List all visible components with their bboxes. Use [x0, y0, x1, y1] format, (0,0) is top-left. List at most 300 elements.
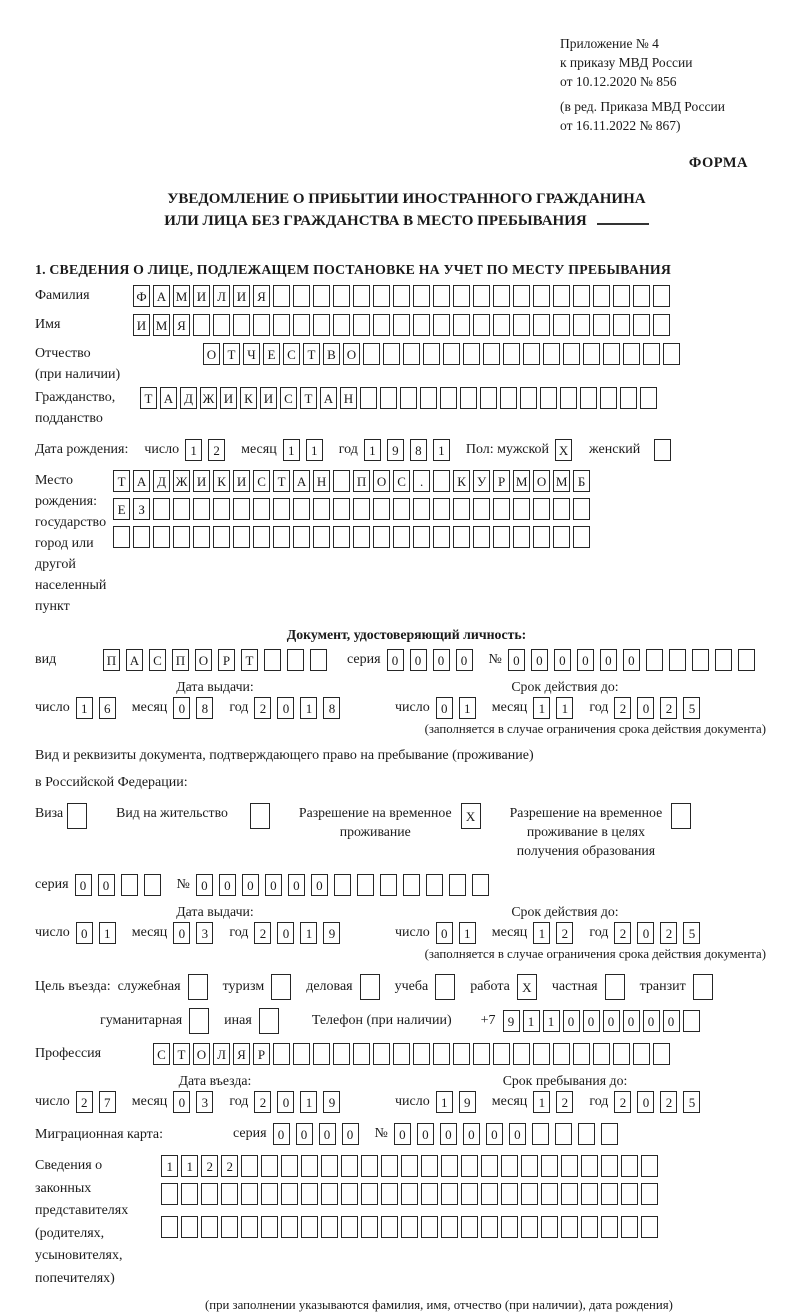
- char-box[interactable]: 0: [76, 922, 93, 944]
- birth-place-line3[interactable]: [113, 526, 593, 548]
- sex-male-checkbox[interactable]: [555, 439, 575, 461]
- stay-year-boxes[interactable]: [614, 1091, 706, 1113]
- char-box[interactable]: Р: [493, 470, 510, 492]
- temp-residence-permit-checkbox[interactable]: [461, 803, 484, 829]
- char-box[interactable]: А: [160, 387, 177, 409]
- char-box[interactable]: [281, 1216, 298, 1238]
- char-box[interactable]: [113, 526, 130, 548]
- char-box[interactable]: [420, 387, 437, 409]
- char-box[interactable]: [620, 387, 637, 409]
- char-box[interactable]: [581, 1216, 598, 1238]
- char-box[interactable]: [580, 387, 597, 409]
- entry-month-boxes[interactable]: [173, 1091, 219, 1113]
- char-box[interactable]: [221, 1216, 238, 1238]
- char-box[interactable]: [261, 1183, 278, 1205]
- char-box[interactable]: 0: [387, 649, 404, 671]
- char-box[interactable]: [301, 1216, 318, 1238]
- char-box[interactable]: [561, 1216, 578, 1238]
- char-box[interactable]: 0: [509, 1123, 526, 1145]
- valid-month-boxes[interactable]: [533, 697, 579, 719]
- char-box[interactable]: [144, 874, 161, 896]
- char-box[interactable]: [241, 1183, 258, 1205]
- char-box[interactable]: [553, 314, 570, 336]
- char-box[interactable]: [121, 874, 138, 896]
- char-box[interactable]: [413, 526, 430, 548]
- char-box[interactable]: [173, 526, 190, 548]
- char-box[interactable]: 3: [196, 1091, 213, 1113]
- char-box[interactable]: [654, 439, 671, 461]
- char-box[interactable]: [493, 285, 510, 307]
- char-box[interactable]: [301, 1155, 318, 1177]
- char-box[interactable]: 0: [456, 649, 473, 671]
- char-box[interactable]: [481, 1183, 498, 1205]
- char-box[interactable]: 0: [288, 874, 305, 896]
- char-box[interactable]: 5: [683, 697, 700, 719]
- legal-rep-line3[interactable]: [161, 1216, 661, 1238]
- char-box[interactable]: [533, 285, 550, 307]
- char-box[interactable]: [561, 1183, 578, 1205]
- char-box[interactable]: Т: [241, 649, 258, 671]
- char-box[interactable]: [603, 343, 620, 365]
- purpose-private-checkbox[interactable]: [605, 974, 628, 1000]
- char-box[interactable]: [433, 498, 450, 520]
- issue-year-boxes[interactable]: [254, 697, 346, 719]
- char-box[interactable]: [403, 874, 420, 896]
- char-box[interactable]: [560, 387, 577, 409]
- citizenship-boxes[interactable]: [140, 387, 660, 409]
- char-box[interactable]: 0: [75, 874, 92, 896]
- char-box[interactable]: [161, 1216, 178, 1238]
- issue-month-boxes[interactable]: [173, 697, 219, 719]
- doc-kind-boxes[interactable]: [103, 649, 333, 671]
- char-box[interactable]: 0: [563, 1010, 580, 1032]
- char-box[interactable]: [533, 314, 550, 336]
- char-box[interactable]: Е: [263, 343, 280, 365]
- purpose-study-checkbox[interactable]: [435, 974, 458, 1000]
- char-box[interactable]: [401, 1183, 418, 1205]
- char-box[interactable]: [493, 1043, 510, 1065]
- char-box[interactable]: [241, 1155, 258, 1177]
- res-issue-day-boxes[interactable]: [76, 922, 122, 944]
- char-box[interactable]: 9: [503, 1010, 520, 1032]
- purpose-humanitarian-checkbox[interactable]: [189, 1008, 212, 1034]
- char-box[interactable]: [273, 285, 290, 307]
- char-box[interactable]: [361, 1183, 378, 1205]
- char-box[interactable]: 0: [98, 874, 115, 896]
- char-box[interactable]: [473, 314, 490, 336]
- char-box[interactable]: [393, 498, 410, 520]
- char-box[interactable]: [493, 498, 510, 520]
- char-box[interactable]: [373, 498, 390, 520]
- char-box[interactable]: [513, 314, 530, 336]
- char-box[interactable]: Р: [253, 1043, 270, 1065]
- char-box[interactable]: Я: [253, 285, 270, 307]
- char-box[interactable]: [671, 803, 691, 829]
- doc-number-boxes[interactable]: [508, 649, 761, 671]
- char-box[interactable]: [541, 1183, 558, 1205]
- char-box[interactable]: [273, 526, 290, 548]
- char-box[interactable]: Я: [233, 1043, 250, 1065]
- char-box[interactable]: [613, 314, 630, 336]
- char-box[interactable]: [541, 1216, 558, 1238]
- char-box[interactable]: 8: [323, 697, 340, 719]
- char-box[interactable]: [426, 874, 443, 896]
- char-box[interactable]: 0: [577, 649, 594, 671]
- char-box[interactable]: 1: [161, 1155, 178, 1177]
- char-box[interactable]: 0: [463, 1123, 480, 1145]
- issue-day-boxes[interactable]: [76, 697, 122, 719]
- char-box[interactable]: [201, 1216, 218, 1238]
- char-box[interactable]: 0: [637, 697, 654, 719]
- char-box[interactable]: Л: [213, 285, 230, 307]
- char-box[interactable]: [715, 649, 732, 671]
- char-box[interactable]: [633, 285, 650, 307]
- char-box[interactable]: [453, 526, 470, 548]
- char-box[interactable]: [433, 285, 450, 307]
- char-box[interactable]: [453, 1043, 470, 1065]
- char-box[interactable]: [738, 649, 755, 671]
- char-box[interactable]: Д: [153, 470, 170, 492]
- char-box[interactable]: 0: [394, 1123, 411, 1145]
- char-box[interactable]: [532, 1123, 549, 1145]
- char-box[interactable]: [310, 649, 327, 671]
- char-box[interactable]: 0: [173, 922, 190, 944]
- char-box[interactable]: 1: [533, 922, 550, 944]
- char-box[interactable]: [533, 1043, 550, 1065]
- char-box[interactable]: [483, 343, 500, 365]
- char-box[interactable]: [321, 1216, 338, 1238]
- char-box[interactable]: 0: [173, 697, 190, 719]
- char-box[interactable]: В: [323, 343, 340, 365]
- char-box[interactable]: [563, 343, 580, 365]
- char-box[interactable]: [501, 1216, 518, 1238]
- char-box[interactable]: Я: [173, 314, 190, 336]
- char-box[interactable]: [353, 498, 370, 520]
- char-box[interactable]: [333, 285, 350, 307]
- char-box[interactable]: [573, 285, 590, 307]
- char-box[interactable]: [353, 314, 370, 336]
- char-box[interactable]: 2: [660, 922, 677, 944]
- firstname-boxes[interactable]: [133, 314, 673, 336]
- char-box[interactable]: [333, 470, 350, 492]
- char-box[interactable]: Ч: [243, 343, 260, 365]
- char-box[interactable]: [653, 285, 670, 307]
- char-box[interactable]: [692, 649, 709, 671]
- char-box[interactable]: 9: [459, 1091, 476, 1113]
- birth-place-line1[interactable]: [113, 470, 593, 492]
- char-box[interactable]: Е: [113, 498, 130, 520]
- char-box[interactable]: [373, 285, 390, 307]
- char-box[interactable]: [67, 803, 87, 829]
- char-box[interactable]: 0: [277, 922, 294, 944]
- char-box[interactable]: [613, 1043, 630, 1065]
- char-box[interactable]: [453, 285, 470, 307]
- edu-residence-permit-checkbox[interactable]: [671, 803, 694, 829]
- char-box[interactable]: [181, 1183, 198, 1205]
- char-box[interactable]: 0: [273, 1123, 290, 1145]
- char-box[interactable]: [233, 314, 250, 336]
- char-box[interactable]: А: [126, 649, 143, 671]
- char-box[interactable]: X: [555, 439, 572, 461]
- char-box[interactable]: [473, 285, 490, 307]
- char-box[interactable]: О: [193, 1043, 210, 1065]
- char-box[interactable]: [189, 1008, 209, 1034]
- char-box[interactable]: [601, 1216, 618, 1238]
- char-box[interactable]: А: [153, 285, 170, 307]
- char-box[interactable]: [293, 1043, 310, 1065]
- char-box[interactable]: Д: [180, 387, 197, 409]
- char-box[interactable]: А: [133, 470, 150, 492]
- char-box[interactable]: [578, 1123, 595, 1145]
- char-box[interactable]: 8: [410, 439, 427, 461]
- char-box[interactable]: Т: [113, 470, 130, 492]
- char-box[interactable]: 2: [556, 922, 573, 944]
- char-box[interactable]: [643, 343, 660, 365]
- char-box[interactable]: [188, 974, 208, 1000]
- char-box[interactable]: [273, 314, 290, 336]
- char-box[interactable]: С: [283, 343, 300, 365]
- char-box[interactable]: 0: [196, 874, 213, 896]
- char-box[interactable]: И: [233, 470, 250, 492]
- char-box[interactable]: Т: [273, 470, 290, 492]
- char-box[interactable]: [433, 526, 450, 548]
- char-box[interactable]: [341, 1183, 358, 1205]
- char-box[interactable]: [513, 526, 530, 548]
- char-box[interactable]: А: [320, 387, 337, 409]
- char-box[interactable]: К: [453, 470, 470, 492]
- char-box[interactable]: [413, 314, 430, 336]
- char-box[interactable]: [253, 526, 270, 548]
- char-box[interactable]: [313, 498, 330, 520]
- char-box[interactable]: [293, 314, 310, 336]
- stay-day-boxes[interactable]: [436, 1091, 482, 1113]
- char-box[interactable]: 2: [254, 1091, 271, 1113]
- char-box[interactable]: И: [133, 314, 150, 336]
- char-box[interactable]: [253, 498, 270, 520]
- char-box[interactable]: М: [153, 314, 170, 336]
- char-box[interactable]: 1: [459, 922, 476, 944]
- char-box[interactable]: 9: [323, 922, 340, 944]
- char-box[interactable]: [353, 526, 370, 548]
- res-issue-year-boxes[interactable]: [254, 922, 346, 944]
- char-box[interactable]: [553, 285, 570, 307]
- char-box[interactable]: [533, 526, 550, 548]
- char-box[interactable]: 0: [643, 1010, 660, 1032]
- purpose-transit-checkbox[interactable]: [693, 974, 716, 1000]
- char-box[interactable]: 0: [637, 1091, 654, 1113]
- char-box[interactable]: [153, 498, 170, 520]
- res-series-boxes[interactable]: [75, 874, 167, 896]
- char-box[interactable]: 8: [196, 697, 213, 719]
- char-box[interactable]: 0: [436, 697, 453, 719]
- char-box[interactable]: [621, 1183, 638, 1205]
- char-box[interactable]: [641, 1216, 658, 1238]
- migcard-series-boxes[interactable]: [273, 1123, 365, 1145]
- char-box[interactable]: [271, 974, 291, 1000]
- purpose-tourism-checkbox[interactable]: [271, 974, 294, 1000]
- char-box[interactable]: 0: [583, 1010, 600, 1032]
- char-box[interactable]: И: [260, 387, 277, 409]
- char-box[interactable]: [480, 387, 497, 409]
- char-box[interactable]: О: [195, 649, 212, 671]
- char-box[interactable]: 0: [319, 1123, 336, 1145]
- char-box[interactable]: [553, 498, 570, 520]
- char-box[interactable]: [281, 1183, 298, 1205]
- char-box[interactable]: 0: [531, 649, 548, 671]
- char-box[interactable]: 1: [306, 439, 323, 461]
- char-box[interactable]: И: [193, 285, 210, 307]
- char-box[interactable]: [153, 526, 170, 548]
- char-box[interactable]: [301, 1183, 318, 1205]
- char-box[interactable]: 0: [623, 1010, 640, 1032]
- char-box[interactable]: X: [517, 974, 537, 1000]
- char-box[interactable]: С: [253, 470, 270, 492]
- char-box[interactable]: [361, 1216, 378, 1238]
- char-box[interactable]: 0: [637, 922, 654, 944]
- char-box[interactable]: [353, 1043, 370, 1065]
- char-box[interactable]: 9: [323, 1091, 340, 1113]
- res-valid-day-boxes[interactable]: [436, 922, 482, 944]
- char-box[interactable]: [613, 285, 630, 307]
- char-box[interactable]: [173, 498, 190, 520]
- char-box[interactable]: [281, 1155, 298, 1177]
- stay-month-boxes[interactable]: [533, 1091, 579, 1113]
- char-box[interactable]: 1: [300, 922, 317, 944]
- char-box[interactable]: 6: [99, 697, 116, 719]
- char-box[interactable]: [293, 498, 310, 520]
- char-box[interactable]: [460, 387, 477, 409]
- char-box[interactable]: [261, 1155, 278, 1177]
- char-box[interactable]: О: [533, 470, 550, 492]
- char-box[interactable]: [605, 974, 625, 1000]
- patronymic-boxes[interactable]: [203, 343, 683, 365]
- char-box[interactable]: [313, 526, 330, 548]
- char-box[interactable]: [669, 649, 686, 671]
- char-box[interactable]: И: [233, 285, 250, 307]
- purpose-official-checkbox[interactable]: [188, 974, 211, 1000]
- char-box[interactable]: [600, 387, 617, 409]
- char-box[interactable]: [461, 1155, 478, 1177]
- char-box[interactable]: [553, 1043, 570, 1065]
- char-box[interactable]: Т: [300, 387, 317, 409]
- char-box[interactable]: 0: [440, 1123, 457, 1145]
- char-box[interactable]: 2: [614, 1091, 631, 1113]
- char-box[interactable]: [213, 314, 230, 336]
- char-box[interactable]: [193, 498, 210, 520]
- char-box[interactable]: [581, 1155, 598, 1177]
- char-box[interactable]: К: [240, 387, 257, 409]
- char-box[interactable]: [441, 1183, 458, 1205]
- char-box[interactable]: [683, 1010, 700, 1032]
- char-box[interactable]: [313, 314, 330, 336]
- char-box[interactable]: 2: [254, 697, 271, 719]
- char-box[interactable]: [161, 1183, 178, 1205]
- char-box[interactable]: С: [393, 470, 410, 492]
- profession-boxes[interactable]: [153, 1043, 673, 1065]
- char-box[interactable]: М: [553, 470, 570, 492]
- char-box[interactable]: 0: [296, 1123, 313, 1145]
- char-box[interactable]: 2: [660, 1091, 677, 1113]
- char-box[interactable]: [403, 343, 420, 365]
- char-box[interactable]: [221, 1183, 238, 1205]
- char-box[interactable]: Ж: [200, 387, 217, 409]
- char-box[interactable]: [413, 285, 430, 307]
- char-box[interactable]: [133, 526, 150, 548]
- char-box[interactable]: [380, 874, 397, 896]
- char-box[interactable]: 0: [603, 1010, 620, 1032]
- char-box[interactable]: [421, 1155, 438, 1177]
- char-box[interactable]: [473, 498, 490, 520]
- birth-day-boxes[interactable]: [185, 439, 231, 461]
- char-box[interactable]: У: [473, 470, 490, 492]
- char-box[interactable]: 0: [219, 874, 236, 896]
- char-box[interactable]: Т: [303, 343, 320, 365]
- char-box[interactable]: [601, 1183, 618, 1205]
- legal-rep-line1[interactable]: [161, 1155, 661, 1177]
- purpose-other-checkbox[interactable]: [259, 1008, 282, 1034]
- char-box[interactable]: [441, 1155, 458, 1177]
- char-box[interactable]: 2: [614, 697, 631, 719]
- char-box[interactable]: [633, 314, 650, 336]
- char-box[interactable]: [573, 526, 590, 548]
- char-box[interactable]: 1: [533, 1091, 550, 1113]
- valid-year-boxes[interactable]: [614, 697, 706, 719]
- char-box[interactable]: [213, 498, 230, 520]
- char-box[interactable]: [633, 1043, 650, 1065]
- char-box[interactable]: 1: [283, 439, 300, 461]
- char-box[interactable]: 0: [600, 649, 617, 671]
- char-box[interactable]: [401, 1216, 418, 1238]
- char-box[interactable]: [561, 1155, 578, 1177]
- char-box[interactable]: [333, 498, 350, 520]
- char-box[interactable]: С: [280, 387, 297, 409]
- char-box[interactable]: 7: [99, 1091, 116, 1113]
- char-box[interactable]: [264, 649, 281, 671]
- char-box[interactable]: [453, 314, 470, 336]
- char-box[interactable]: Н: [313, 470, 330, 492]
- doc-series-boxes[interactable]: [387, 649, 479, 671]
- phone-boxes[interactable]: [503, 1010, 703, 1032]
- char-box[interactable]: Ж: [173, 470, 190, 492]
- char-box[interactable]: [381, 1183, 398, 1205]
- char-box[interactable]: 0: [436, 922, 453, 944]
- char-box[interactable]: 5: [683, 922, 700, 944]
- char-box[interactable]: [513, 285, 530, 307]
- char-box[interactable]: [593, 314, 610, 336]
- char-box[interactable]: 0: [508, 649, 525, 671]
- char-box[interactable]: [573, 498, 590, 520]
- char-box[interactable]: [473, 526, 490, 548]
- char-box[interactable]: [341, 1155, 358, 1177]
- char-box[interactable]: [521, 1155, 538, 1177]
- char-box[interactable]: Н: [340, 387, 357, 409]
- char-box[interactable]: С: [149, 649, 166, 671]
- char-box[interactable]: [253, 314, 270, 336]
- char-box[interactable]: Л: [213, 1043, 230, 1065]
- char-box[interactable]: [653, 314, 670, 336]
- birth-place-line2[interactable]: [113, 498, 593, 520]
- char-box[interactable]: О: [343, 343, 360, 365]
- entry-year-boxes[interactable]: [254, 1091, 346, 1113]
- char-box[interactable]: П: [103, 649, 120, 671]
- char-box[interactable]: [401, 1155, 418, 1177]
- char-box[interactable]: 2: [221, 1155, 238, 1177]
- char-box[interactable]: М: [173, 285, 190, 307]
- char-box[interactable]: [201, 1183, 218, 1205]
- char-box[interactable]: [357, 874, 374, 896]
- res-issue-month-boxes[interactable]: [173, 922, 219, 944]
- char-box[interactable]: 9: [387, 439, 404, 461]
